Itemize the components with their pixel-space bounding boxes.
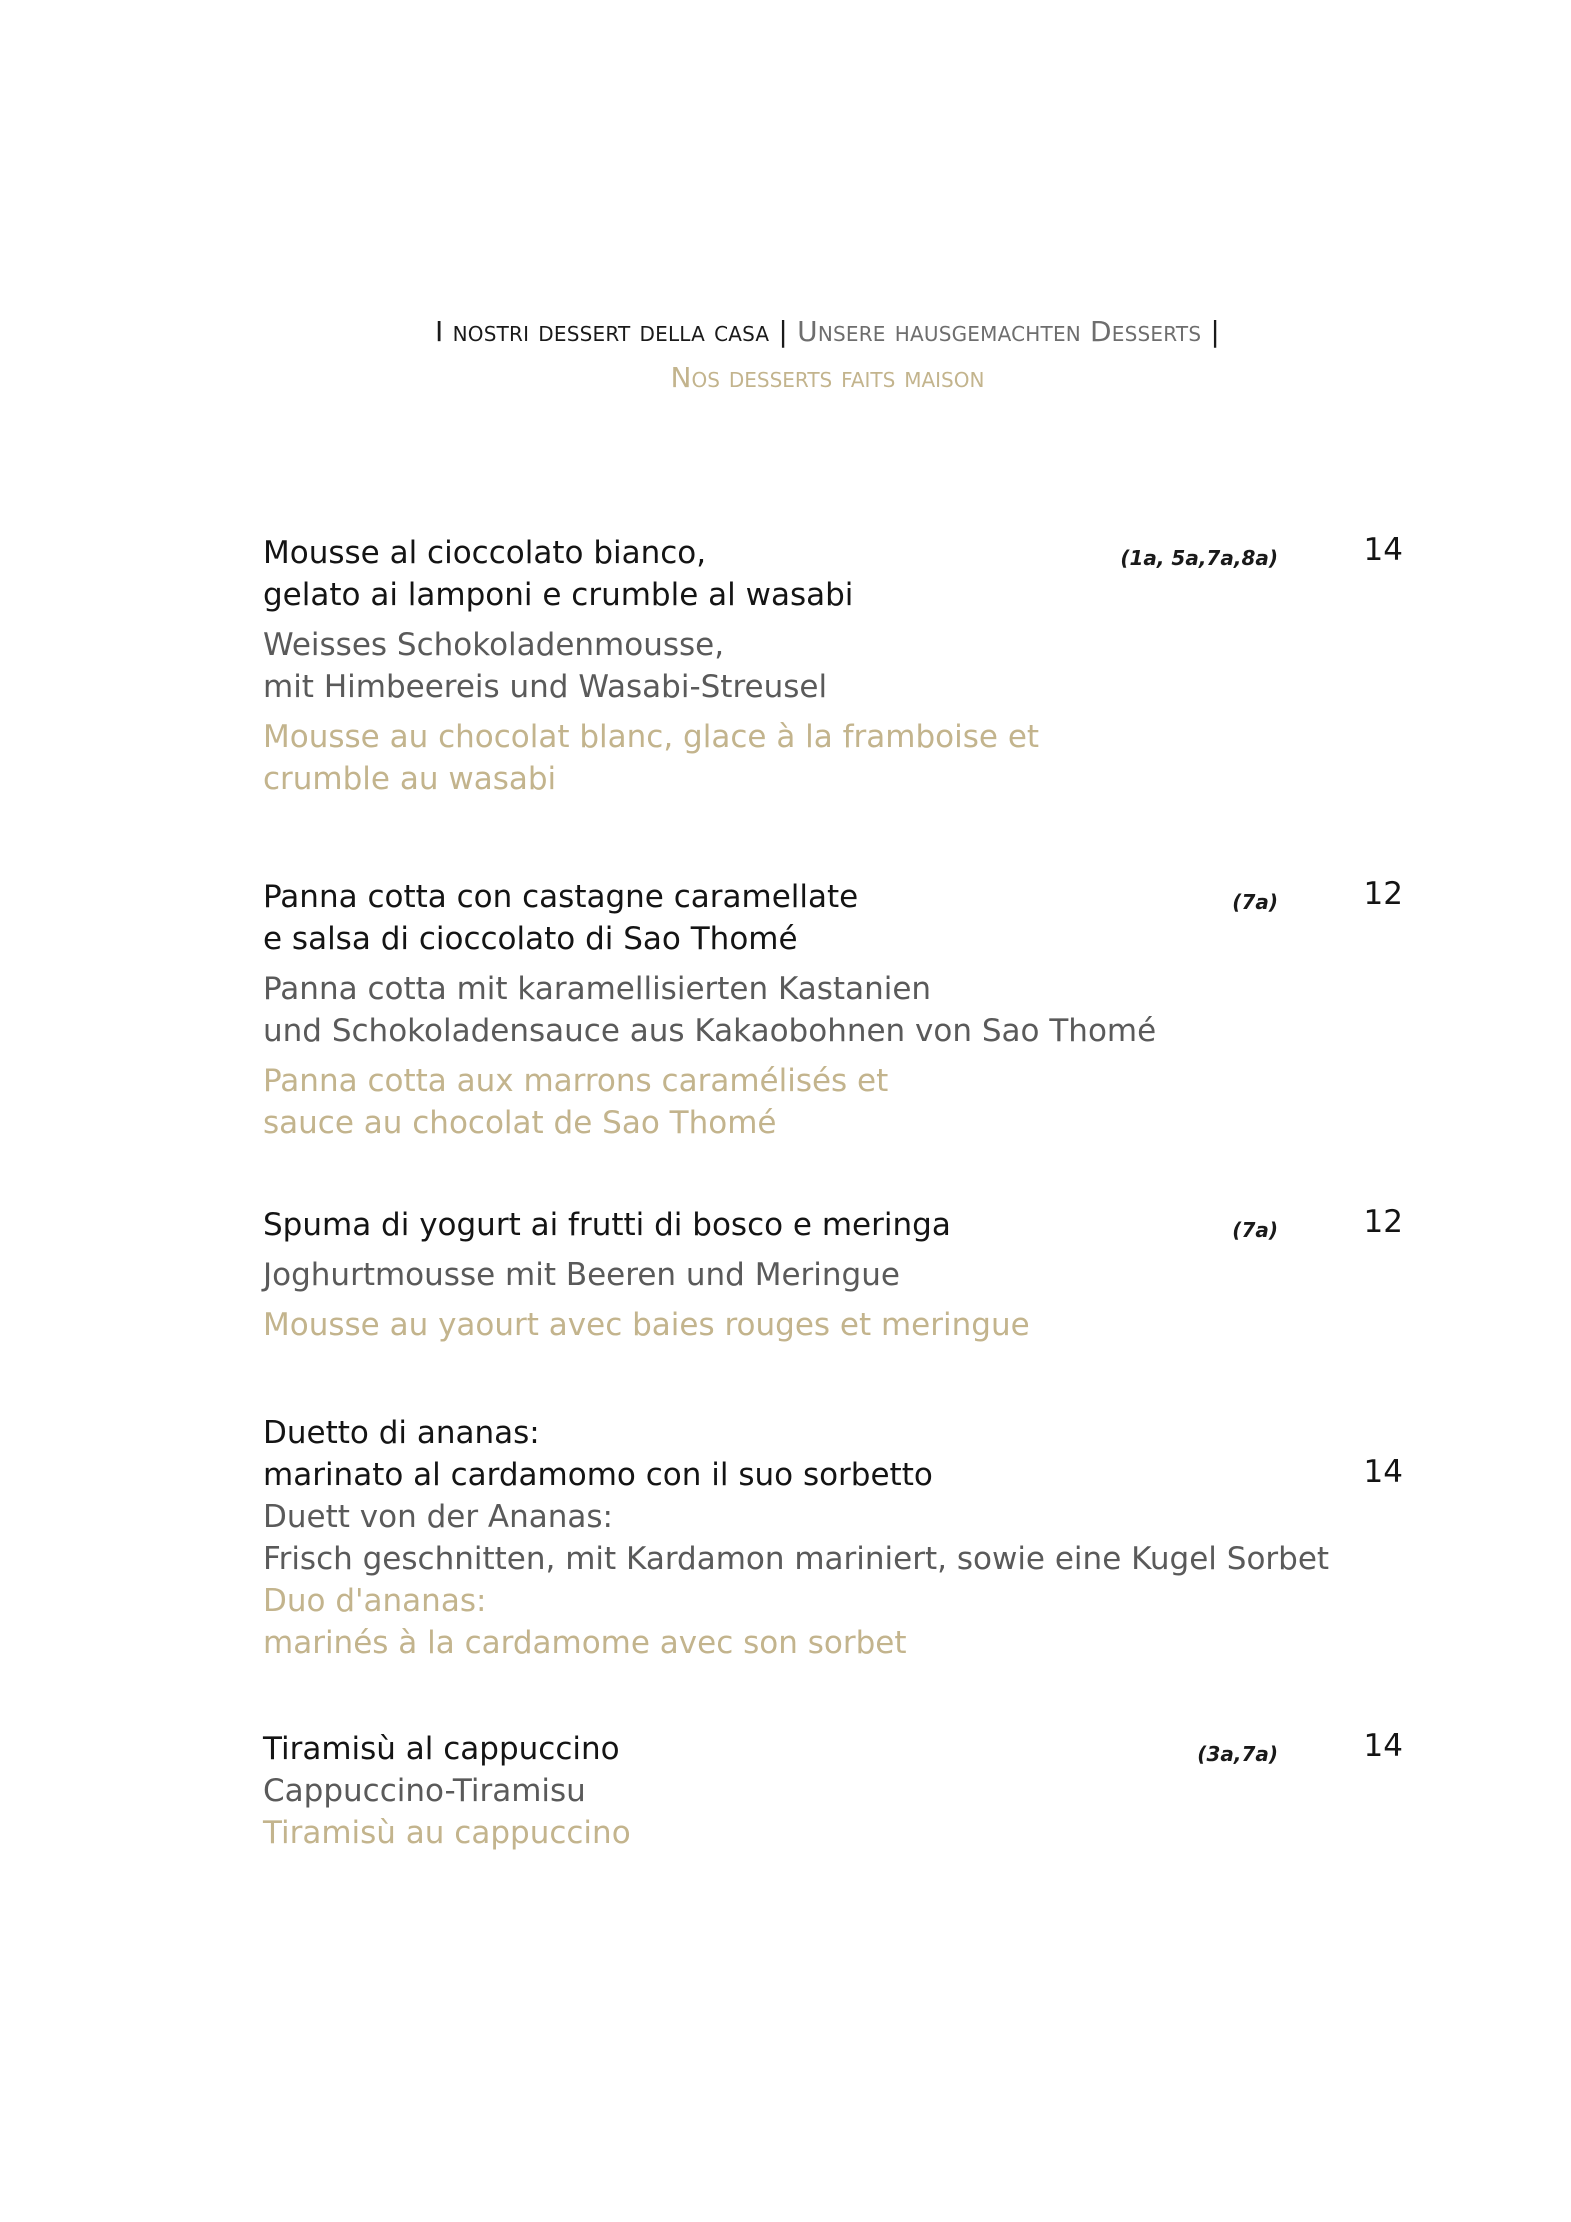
item-name-italian: marinato al cardamomo con il suo sorbetto <box>263 1457 933 1493</box>
header-title-french: Nos desserts faits maison <box>670 361 985 394</box>
allergen-codes: (3a,7a) <box>1197 1742 1278 1766</box>
allergen-codes: (1a, 5a,7a,8a) <box>1120 546 1278 570</box>
item-name-french: marinés à la cardamome avec son sorbet <box>263 1625 907 1661</box>
header-title-italian: I nostri dessert della casa <box>435 315 770 348</box>
item-name-german: Duett von der Ananas: <box>263 1499 614 1535</box>
item-name-french: Tiramisù au cappuccino <box>263 1815 631 1851</box>
header-title-german: Unsere hausgemachten Desserts <box>797 315 1202 348</box>
menu-item <box>263 1412 1403 1664</box>
item-price: 12 <box>1363 1204 1403 1240</box>
item-name-italian: Duetto di ananas: <box>263 1415 540 1451</box>
item-name-french: Duo d'ananas: <box>263 1583 487 1619</box>
item-name-italian: Panna cotta con castagne caramellate <box>263 879 859 915</box>
header-separator: | <box>769 315 798 348</box>
item-price: 12 <box>1363 876 1403 912</box>
header-line-1 <box>0 310 1571 354</box>
item-name-italian: Spuma di yogurt ai frutti di bosco e meringa <box>263 1207 951 1243</box>
header-line-2 <box>0 356 1571 400</box>
menu-item <box>263 1204 1403 1346</box>
item-name-italian: e salsa di cioccolato di Sao Thomé <box>263 921 798 957</box>
item-name-german: Cappuccino-Tiramisu <box>263 1773 586 1809</box>
item-name-french: crumble au wasabi <box>263 761 557 797</box>
item-name-german: Frisch geschnitten, mit Kardamon mariniert, sowie eine Kugel Sorbet <box>263 1541 1330 1577</box>
item-name-german: Weisses Schokoladenmousse, <box>263 627 725 663</box>
item-name-italian: Mousse al cioccolato bianco, <box>263 535 707 571</box>
item-name-german: mit Himbeereis und Wasabi-Streusel <box>263 669 828 705</box>
item-name-german: Panna cotta mit karamellisierten Kastanien <box>263 971 932 1007</box>
menu-item <box>263 1728 1403 1854</box>
menu-header <box>0 310 1571 400</box>
item-name-german: und Schokoladensauce aus Kakaobohnen von Sao Thomé <box>263 1013 1157 1049</box>
item-name-french: Mousse au yaourt avec baies rouges et meringue <box>263 1307 1030 1343</box>
item-price: 14 <box>1363 532 1403 568</box>
header-separator: | <box>1201 315 1220 348</box>
item-name-french: Mousse au chocolat blanc, glace à la framboise et <box>263 719 1040 755</box>
menu-item <box>263 532 1403 800</box>
item-name-italian: gelato ai lamponi e crumble al wasabi <box>263 577 854 613</box>
item-name-french: Panna cotta aux marrons caramélisés et <box>263 1063 889 1099</box>
item-name-italian: Tiramisù al cappuccino <box>263 1731 620 1767</box>
menu-item <box>263 876 1403 1144</box>
item-name-german: Joghurtmousse mit Beeren und Meringue <box>263 1257 900 1293</box>
allergen-codes: (7a) <box>1232 1218 1278 1242</box>
item-name-french: sauce au chocolat de Sao Thomé <box>263 1105 777 1141</box>
item-price: 14 <box>1363 1454 1403 1490</box>
item-price: 14 <box>1363 1728 1403 1764</box>
allergen-codes: (7a) <box>1232 890 1278 914</box>
